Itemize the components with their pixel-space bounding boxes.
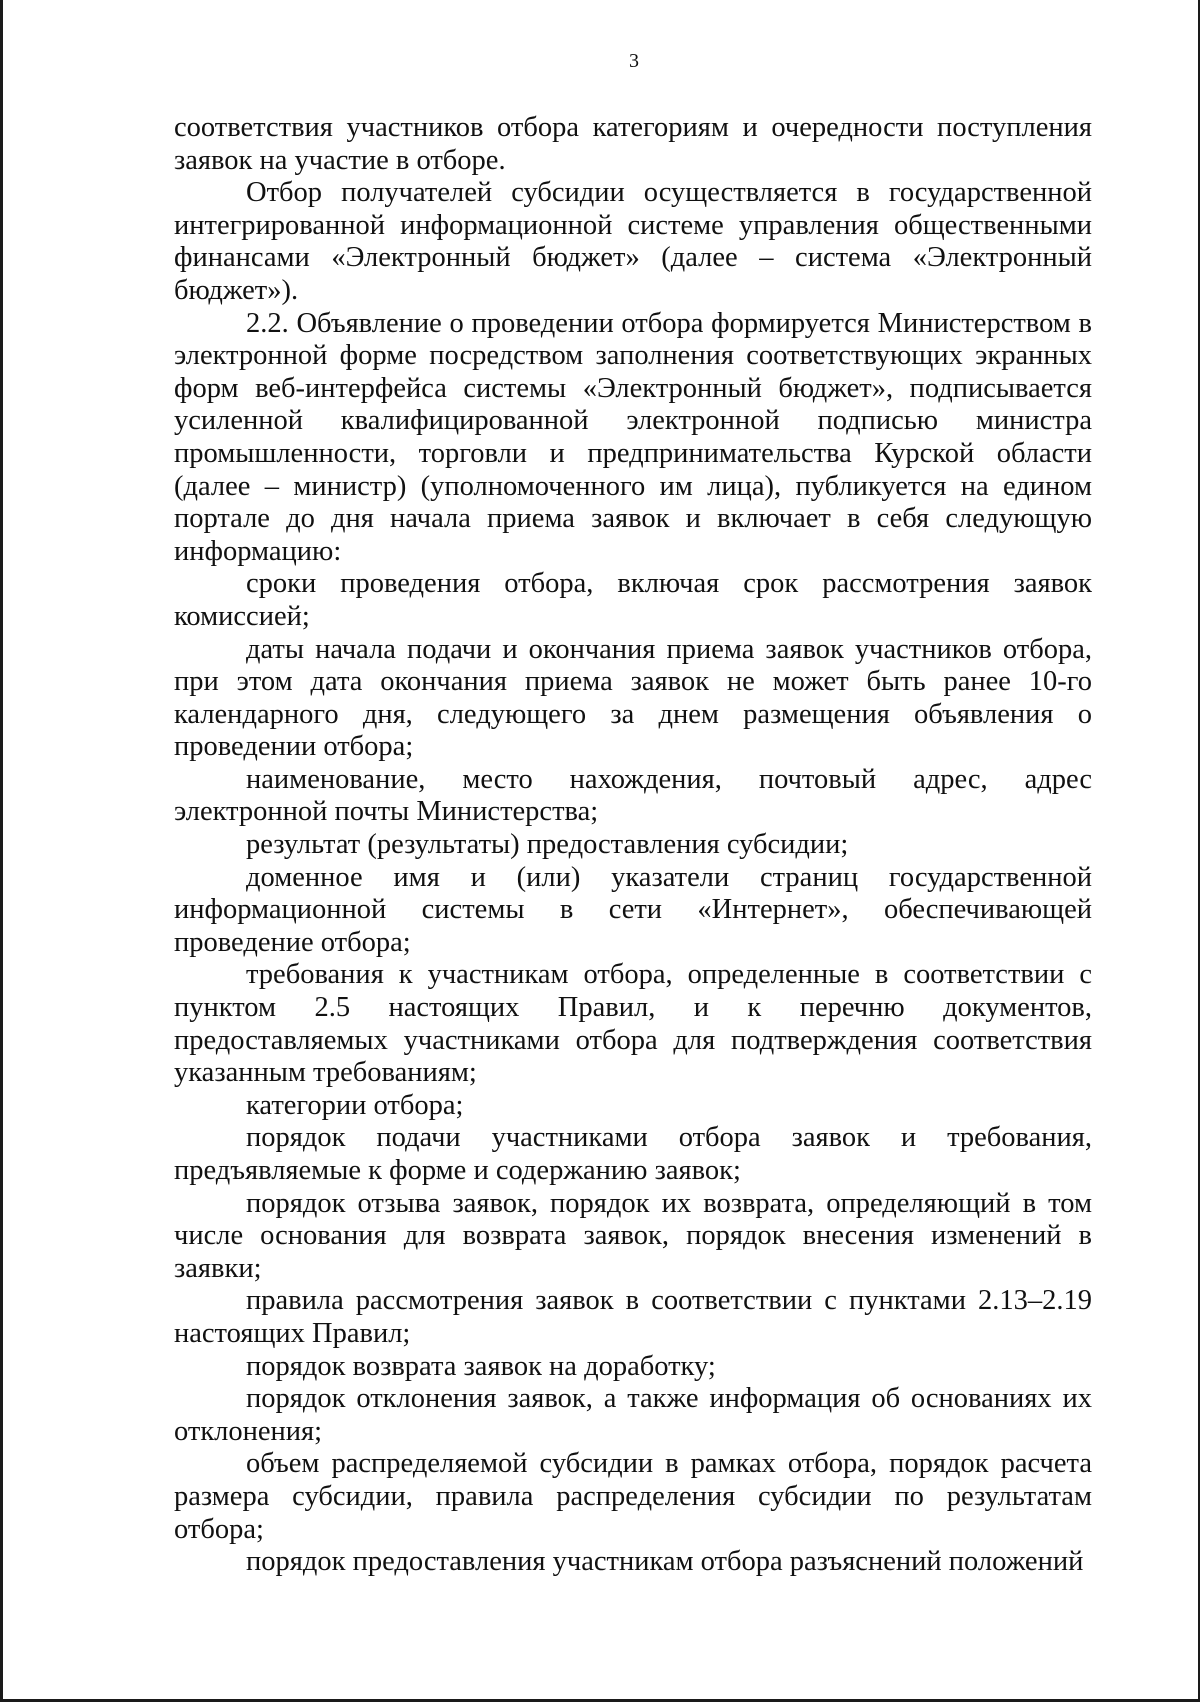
paragraph: Отбор получателей субсидии осуществляется в государственной интегрированной информационной системе управления общественными финансами «Электронный бюджет» (далее – система «Электронный бюджет»). — [174, 177, 1092, 306]
document-body — [174, 112, 1092, 1579]
paragraph: 2.2. Объявление о проведении отбора формируется Министерством в электронной форме посредством заполнения соответствующих экранных форм веб-интерфейса системы «Электронный бюджет», подписывается усиленной квалифицированной электронной подписью министра промышленности, торговли и предпринимательства Курской области (далее – министр) (уполномоченного им лица), публикуется на едином портале до дня начала приема заявок и включает в себя следующую информацию: — [174, 307, 1092, 567]
paragraph: порядок предоставления участникам отбора разъяснений положений — [246, 1546, 1084, 1578]
paragraph: порядок возврата заявок на доработку; — [246, 1350, 716, 1382]
paragraph: порядок подачи участниками отбора заявок и требования, предъявляемые к форме и содержанию заявок; — [174, 1122, 1092, 1186]
paragraph: результат (результаты) предоставления субсидии; — [246, 829, 849, 861]
paragraph: сроки проведения отбора, включая срок рассмотрения заявок комиссией; — [174, 568, 1092, 632]
paragraph: требования к участникам отбора, определенные в соответствии с пунктом 2.5 настоящих Правил, и к перечню документов, предоставляемых участниками отбора для подтверждения соответствия указанным требованиям; — [174, 959, 1092, 1089]
paragraph: категории отбора; — [246, 1089, 464, 1121]
paragraph: наименование, место нахождения, почтовый адрес, адрес электронной почты Министерства; — [174, 763, 1092, 828]
page-number: 3 — [629, 50, 639, 72]
scan-edge-left — [0, 0, 3, 1702]
paragraph: объем распределяемой субсидии в рамках отбора, порядок расчета размера субсидии, правила распределения субсидии по результатам отбора; — [174, 1448, 1092, 1545]
paragraph: правила рассмотрения заявок в соответствии с пунктами 2.13–2.19 настоящих Правил; — [174, 1285, 1092, 1349]
paragraph: доменное имя и (или) указатели страниц государственной информационной системы в сети «Интернет», обеспечивающей проведение отбора; — [174, 861, 1092, 958]
paragraph: соответствия участников отбора категориям и очередности поступления заявок на участие в отборе. — [174, 112, 1092, 176]
paragraph: даты начала подачи и окончания приема заявок участников отбора, при этом дата окончания приема заявок не может быть ранее 10-го календарного дня, следующего за днем размещения объявления о проведении отбора; — [174, 633, 1092, 763]
paragraph: порядок отзыва заявок, порядок их возврата, определяющий в том числе основания для возврата заявок, порядок внесения изменений в заявки; — [174, 1187, 1092, 1284]
paragraph: порядок отклонения заявок, а также информация об основаниях их отклонения; — [174, 1383, 1092, 1447]
